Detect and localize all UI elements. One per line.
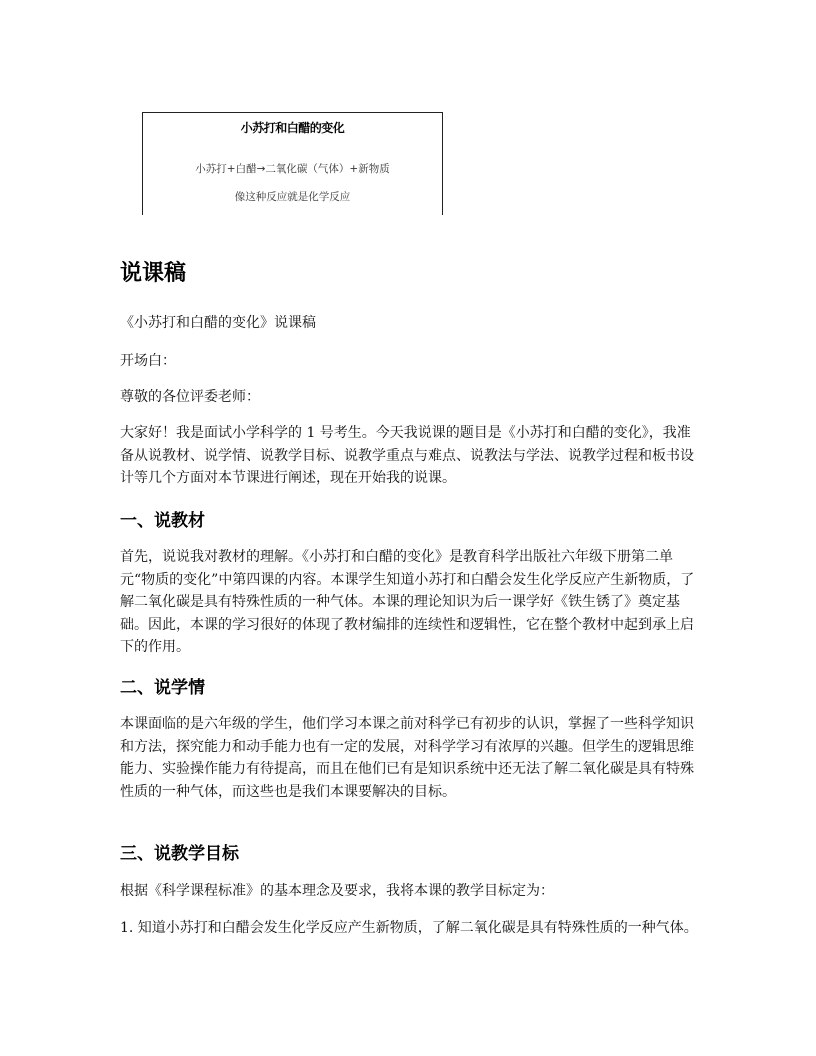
blackboard-image bbox=[142, 112, 443, 215]
doc-subtitle: 《小苏打和白醋的变化》说课稿 bbox=[120, 315, 316, 331]
greeting: 尊敬的各位评委老师： bbox=[120, 389, 260, 405]
page-title: 说课稿 bbox=[120, 261, 187, 286]
section-body-students: 本课面临的是六年级的学生，他们学习本课之前对科学已有初步的认识，掌握了一些科学知识和方法，探究能力和动手能力也有一定的发展，对科学学习有浓厚的兴趣。但学生的逻辑思维能力、实验操作能力有待提高，而且在他们已有是知识系统中还无法了解二氧化碳是具有特殊性质的一种气体，而这些也是我们本课要解决的目标。 bbox=[120, 716, 694, 800]
intro-paragraph: 大家好！我是面试小学科学的 1 号考生。今天我说课的题目是《小苏打和白醋的变化》，我准备从说教材、说学情、说教学目标、说教学重点与难点、说教法与学法、说教学过程和板书设计等几个方面对本节课进行阐述，现在开始我的说课。 bbox=[120, 425, 694, 486]
section-heading-students: 二、说学情 bbox=[120, 678, 205, 698]
objective-item-1: 1. 知道小苏打和白醋会发生化学反应产生新物质，了解二氧化碳是具有特殊性质的一种气体。 bbox=[120, 920, 698, 936]
opening-label: 开场白： bbox=[120, 353, 176, 369]
section-body-objectives: 根据《科学课程标准》的基本理念及要求，我将本课的教学目标定为： bbox=[120, 883, 554, 899]
section-heading-textbook: 一、说教材 bbox=[120, 511, 205, 531]
section-heading-objectives: 三、说教学目标 bbox=[120, 844, 239, 864]
board-note: 像这种反应就是化学反应 bbox=[234, 191, 351, 203]
board-equation: 小苏打+白醋→二氧化碳（气体）+新物质 bbox=[195, 163, 390, 175]
section-body-textbook: 首先，说说我对教材的理解。《小苏打和白醋的变化》是教育科学出版社六年级下册第二单元“物质的变化”中第四课的内容。本课学生知道小苏打和白醋会发生化学反应产生新物质，了解二氧化碳是具有特殊性质的一种气体。本课的理论知识为后一课学好《铁生锈了》奠定基础。因此，本课的学习很好的体现了教材编排的连续性和逻辑性，它在整个教材中起到承上启下的作用。 bbox=[120, 549, 695, 655]
board-title: 小苏打和白醋的变化 bbox=[240, 121, 345, 135]
